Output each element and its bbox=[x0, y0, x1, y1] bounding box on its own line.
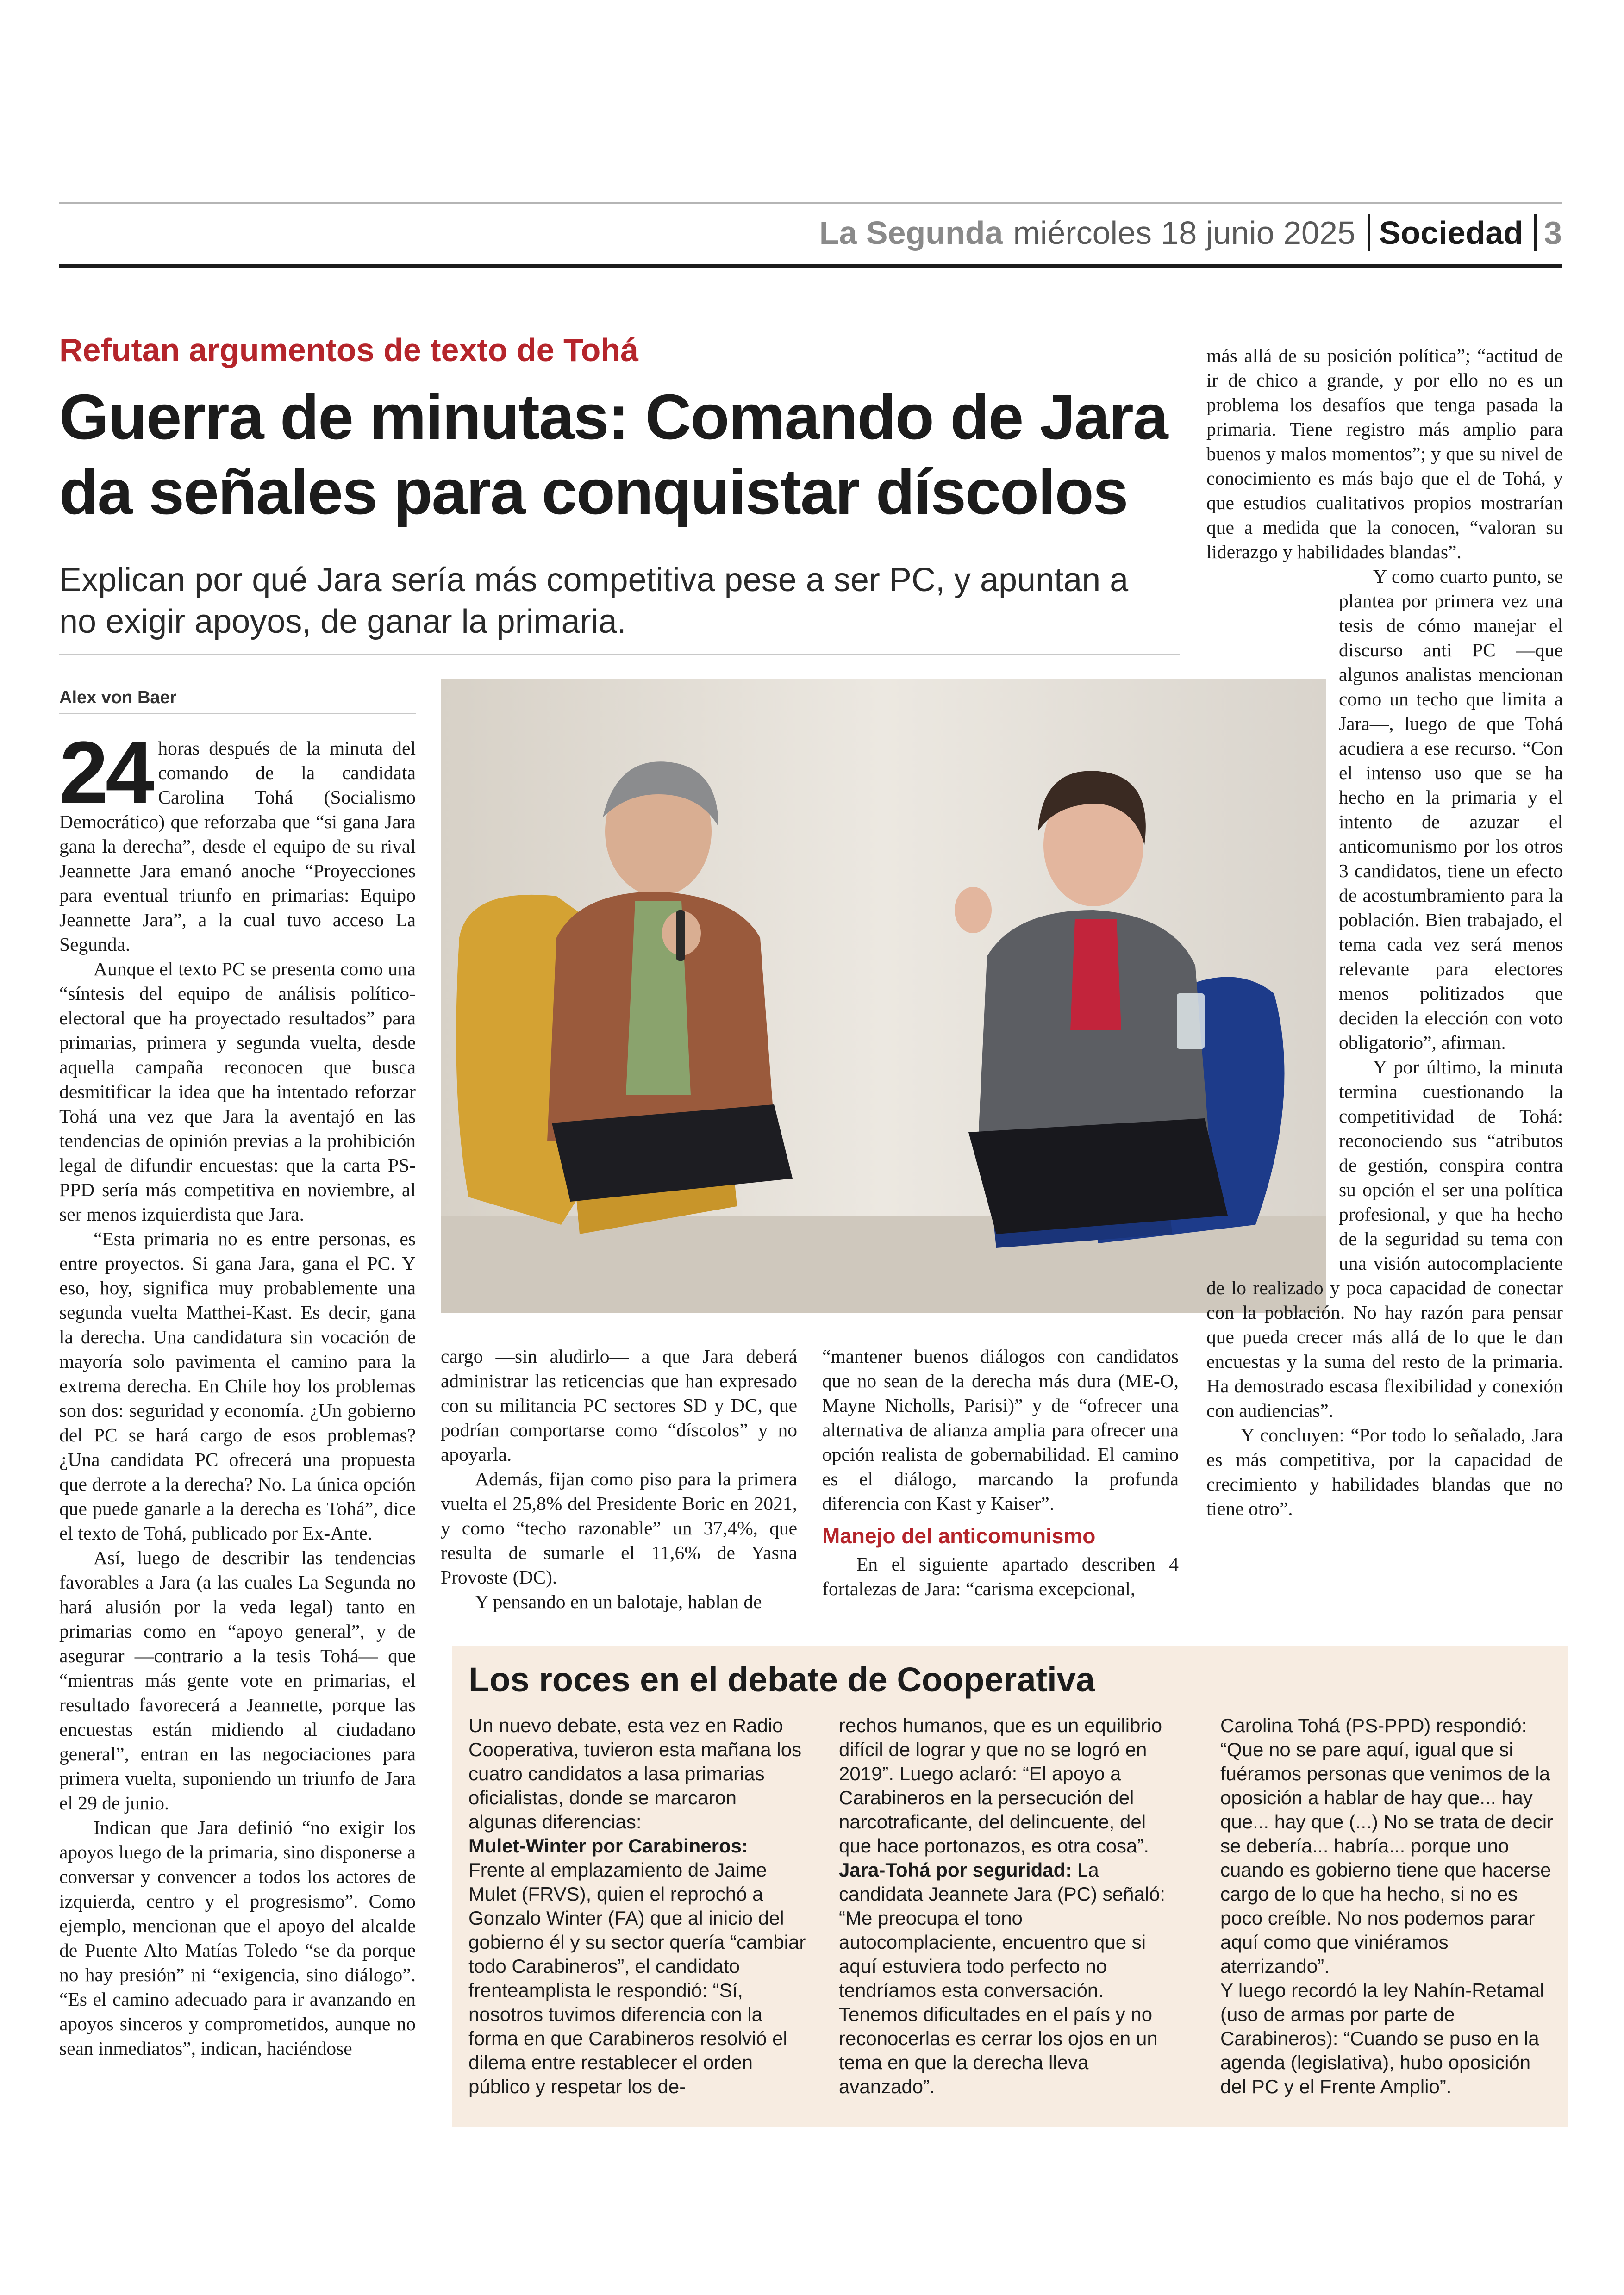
article-subtitle: Manejo del anticomunismo bbox=[822, 1524, 1096, 1548]
article-paragraph: horas después de la minuta del comando de la candidata Carolina Tohá (Socialismo Democrático) que reforzaba que “si gana Jara gana la derecha”, desde el equipo de su rival Jeannette Jara emanó anoche “Proyecciones para eventual triunfo en primarias: Equipo Jeannette Jara”, a la cual tuvo acceso La Segunda. bbox=[59, 737, 416, 955]
article-paragraph: Y concluyen: “Por todo lo señalado, Jara es más competitiva, por la capacidad de crecimiento y habilidades blandas que no tiene otro”. bbox=[1206, 1424, 1563, 1519]
article-paragraph: Aunque el texto PC se presenta como una “síntesis del equipo de análisis político-electoral que ha proyectado resultados” para primarias, primera y segunda vuelta, desde aquella campaña reconocen que busca desmitificar la idea que ha intentado reforzar Tohá una vez que Jara la aventajó en las tendencias de opinión previas a la prohibición legal de difundir encuestas: que la carta PS-PPD sería más competitiva en noviembre, al ser menos izquierdista que Jara. bbox=[59, 958, 416, 1225]
page-header bbox=[819, 207, 1562, 258]
article-column-1 bbox=[59, 723, 416, 2061]
box-paragraph bbox=[468, 1714, 806, 2099]
article-paragraph: Así, luego de describir las tendencias favorables a Jara (a las cuales La Segunda no hará alusión por la veda legal) tanto en primarias como en “apoyo general”, y de asegurar —contrario a la tesis Tohá— que “mientras más gente vote en primarias, el resultado favorecerá a Jeannette, porque las encuestas están midiendo al ciudadano general”, entran en las negociaciones para primera vuelta, suponiendo un triunfo de Jara el 29 de junio. bbox=[59, 1547, 416, 1814]
page-number: 3 bbox=[1534, 214, 1562, 251]
box-column-2 bbox=[839, 1714, 1181, 2099]
photo-wrap-spacer bbox=[1206, 613, 1330, 1252]
section-name: Sociedad bbox=[1368, 214, 1523, 251]
article-paragraph: En el siguiente apartado describen 4 fortalezas de Jara: “carisma excepcional, bbox=[822, 1553, 1179, 1599]
byline-divider bbox=[59, 713, 416, 714]
article-kicker: Refutan argumentos de texto de Tohá bbox=[59, 332, 639, 368]
article-column-4 bbox=[1206, 343, 1563, 1521]
box-column-3 bbox=[1220, 1714, 1554, 2099]
box-label: Mulet-Winter por Carabineros: bbox=[468, 1835, 748, 1857]
article-headline: Guerra de minutas: Comando de Jara da señales para conquistar díscolos bbox=[59, 381, 1168, 528]
article-paragraph: “mantener buenos diálogos con candidatos que no sean de la derecha más dura (ME-O, Mayne Nicholls, Parisi)” y de “ofrecer una alternativa de alianza amplia para ofrecer una opción realista de gobernabilidad. El camino es el diálogo, marcando la profunda diferencia con Kast y Kaiser”. bbox=[822, 1346, 1179, 1514]
box-paragraph: Y luego recordó la ley Nahín-Retamal (uso de armas por parte de Carabineros): “Cuando se puso en la agenda (legislativa), hubo oposición del PC y el Frente Amplio”. bbox=[1220, 1979, 1544, 2097]
box-paragraph bbox=[839, 1714, 1181, 2099]
box-intro: Un nuevo debate, esta vez en Radio Cooperativa, tuvieron esta mañana los cuatro candidatos a lasa primarias oficialistas, donde se marcaron algunas diferencias: bbox=[468, 1715, 802, 1833]
box-text: La candidata Jeannete Jara (PC) señaló: “Me preocupa el tono autocomplaciente, encuentro que si aquí estuviera todo perfecto no tendríamos esta conversación. Tenemos dificultades en el país y no reconocerlas es cerrar los ojos en un tema en que la derecha lleva avanzado”. bbox=[839, 1859, 1166, 2097]
article-paragraph: Además, fijan como piso para la primera vuelta el 25,8% del Presidente Boric en 2021, y como “techo razonable” un 37,4%, que resulta de sumarle el 11,6% de Yasna Provoste (DC). bbox=[441, 1468, 797, 1588]
article-paragraph: Y pensando en un balotaje, hablan de bbox=[475, 1591, 762, 1612]
article-paragraph: Y por último, la minuta termina cuestionando la competitividad de Tohá: reconociendo sus “atributos de gestión, conspira contra su opción el ser una política profesional, y que ha hecho de la seguridad su tema con una visión autocomplaciente de lo realizado y poca capacidad de conectar con la población. No hay razón para pensar que pueda crecer más allá de lo que le dan encuestas y la suma del resto de la primaria. Ha demostrado escasa flexibilidad y conexión con audiencias”. bbox=[1206, 1056, 1563, 1421]
article-subhead: Explican por qué Jara sería más competitiva pese a ser PC, y apuntan a no exigir apoyos, de ganar la primaria. bbox=[59, 561, 1129, 640]
article-paragraph: Indican que Jara definió “no exigir los apoyos luego de la primaria, sino disponerse a conversar y convencer a todos los actores de izquierda, centro y el progresismo”. Como ejemplo, mencionan que el apoyo del alcalde de Puente Alto Matías Toledo “se da porque no hay presión” ni “exigencia, sino diálogo”. “Es el camino adecuado para ir avanzando en apoyos sinceros y comprometidos, aunque no sean inmediatos”, indican, haciéndose bbox=[59, 1817, 416, 2059]
box-text: Frente al emplazamiento de Jaime Mulet (FRVS), quien el reprochó a Gonzalo Winter (FA) que al inicio del gobierno él y su sector quería “cambiar todo Carabineros”, el candidato frenteamplista le respondió: “Sí, nosotros tuvimos diferencia con la forma en que Carabineros resolvió el dilema entre restablecer el orden público y respetar los de- bbox=[468, 1859, 806, 2097]
photo-illustration bbox=[441, 679, 1326, 1313]
article-paragraph: Y como cuarto punto, se plantea por primera vez una tesis de cómo manejar el discurso anti PC —que algunos analistas mencionan como un techo que limita a Jara—, luego de que Tohá acudiera a ese recurso. “Con el intenso uso que se ha hecho en la primaria y el intento de azuzar el anticomunismo por los otros 3 candidatos, tiene un efecto de acostumbramiento para la población. Bien trabajado, el tema cada vez será menos relevante para electores menos politizados que deciden la elección con voto obligatorio”, afirman. bbox=[1339, 566, 1563, 1053]
box-label: Jara-Tohá por seguridad: bbox=[839, 1859, 1072, 1881]
box-title: Los roces en el debate de Cooperativa bbox=[468, 1660, 1095, 1699]
article-byline: Alex von Baer bbox=[59, 688, 177, 707]
box-paragraph: Carolina Tohá (PS-PPD) respondió: “Que no se pare aquí, igual que si fuéramos personas que venimos de la oposición a hablar de hay que... hay que... hay que (...) No se trata de decir se debería... habría... porque uno cuando es gobierno tiene que hacerse cargo de lo que ha hecho, si no es poco creíble. No nos podemos parar aquí como que viniéramos aterrizando”. bbox=[1220, 1715, 1554, 1977]
article-photo bbox=[441, 679, 1326, 1313]
subhead-divider bbox=[59, 654, 1180, 655]
article-column-2 bbox=[441, 1344, 797, 1614]
box-text: rechos humanos, que es un equilibrio difícil de lograr y que no se logró en 2019”. Luego aclaró: “El apoyo a Carabineros en la persecución del narcotraficante, del delincuente, del que hace portonazos, es otra cosa”. bbox=[839, 1715, 1162, 1857]
article-column-3 bbox=[822, 1344, 1179, 1601]
article-paragraph: más allá de su posición política”; “actitud de ir de chico a grande, y por ello no es un problema los desafíos que tenga pasada la primaria. Tiene registro más amplio para buenos y malos momentos”; y que su nivel de conocimiento es más bajo que el de Tohá, y que estudios cualitativos propios mostrarían que a medida que la conocen, “valoran su liderazgo y habilidades blandas”. bbox=[1206, 345, 1563, 562]
newspaper-name: La Segunda bbox=[819, 215, 1003, 251]
header-rule-top bbox=[59, 202, 1562, 204]
article-paragraph: “Esta primaria no es entre personas, es entre proyectos. Si gana Jara, gana el PC. Y eso, hoy, significa muy probablemente una segunda vuelta Matthei-Kast. Es decir, gana la derecha. Una candidatura sin vocación de mayoría solo pavimenta el camino para la extrema derecha. En Chile hoy los problemas son dos: seguridad y economía. ¿Un gobierno del PC se hará cargo de esos problemas? ¿Una candidata PC ofrecerá una propuesta que derrote a la derecha? No. La única opción que puede ganarle a la derecha es Tohá”, dice el texto de Tohá, publicado por Ex-Ante. bbox=[59, 1228, 416, 1544]
article-paragraph: cargo —sin aludirlo— a que Jara deberá administrar las reticencias que han expresado con su militancia PC sectores SD y DC, que podrían comportarse como “díscolos” y no apoyarla. bbox=[441, 1346, 797, 1465]
drop-cap: 24 bbox=[59, 723, 152, 822]
header-rule-bottom bbox=[59, 264, 1562, 268]
box-column-1 bbox=[468, 1714, 806, 2099]
issue-date: miércoles 18 junio 2025 bbox=[1013, 215, 1355, 251]
